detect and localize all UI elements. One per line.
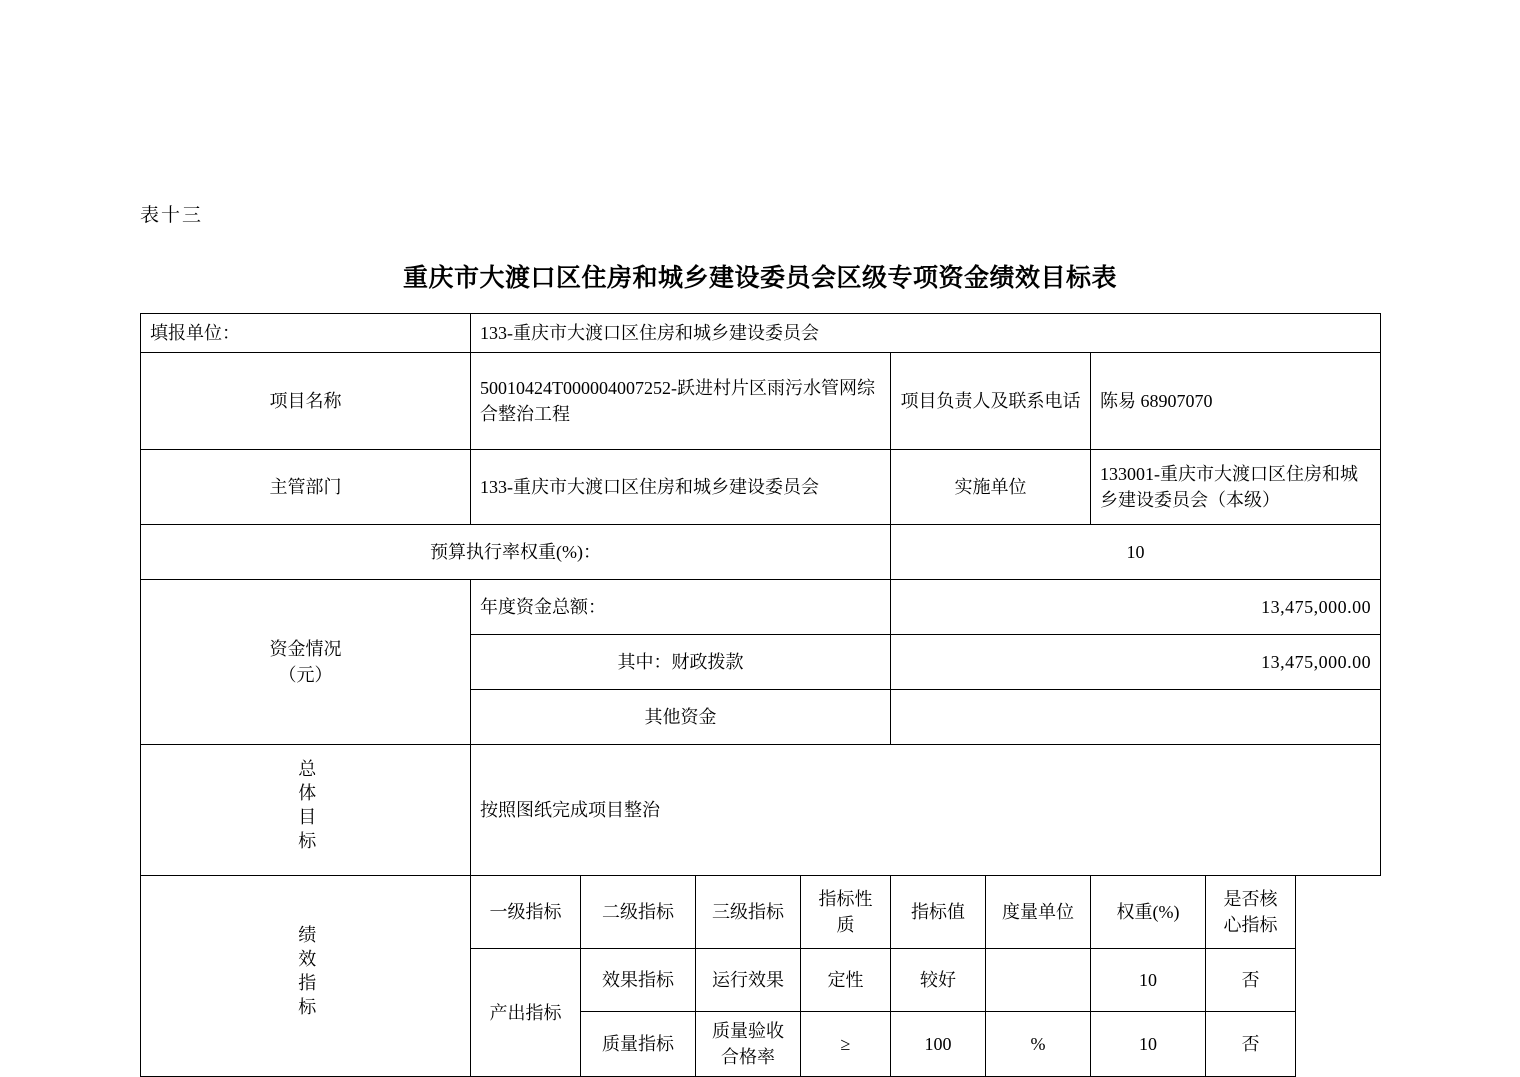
project-leader-label: 项目负责人及联系电话 (891, 353, 1091, 450)
table-row-kpi-header (141, 876, 1381, 949)
kpi-row-unit: % (986, 1012, 1091, 1077)
kpi-row-level3: 运行效果 (696, 949, 801, 1012)
kpi-row-core: 否 (1206, 1012, 1296, 1077)
kpi-header-weight: 权重(%) (1091, 876, 1206, 949)
budget-exec-weight-value: 10 (891, 525, 1381, 580)
table-row-budget-weight (141, 525, 1381, 580)
table-row-overall-goal (141, 745, 1381, 876)
implementing-unit-value: 133001-重庆市大渡口区住房和城乡建设委员会（本级） (1091, 450, 1381, 525)
project-name-label: 项目名称 (141, 353, 471, 450)
kpi-header-unit: 度量单位 (986, 876, 1091, 949)
funds-label-line2: （元） (278, 665, 333, 686)
fiscal-appropriation-label: 其中：财政拨款 (471, 635, 891, 690)
reporting-unit-value: 133-重庆市大渡口区住房和城乡建设委员会 (471, 314, 1381, 353)
kpi-header-nature: 指标性质 (801, 876, 891, 949)
page-title: 重庆市大渡口区住房和城乡建设委员会区级专项资金绩效目标表 (402, 265, 1117, 292)
funds-label (141, 580, 471, 745)
performance-indicator-label (141, 876, 471, 1077)
annual-total-label: 年度资金总额： (471, 580, 891, 635)
table-row-project (141, 353, 1381, 450)
overall-goal-label (141, 745, 471, 876)
kpi-row-level2: 质量指标 (581, 1012, 696, 1077)
kpi-row-weight: 10 (1091, 1012, 1206, 1077)
kpi-row-unit (986, 949, 1091, 1012)
kpi-row-level1: 产出指标 (471, 949, 581, 1077)
reporting-unit-label: 填报单位： (141, 314, 471, 353)
kpi-row-core: 否 (1206, 949, 1296, 1012)
performance-goal-table (140, 313, 1381, 1077)
overall-goal-label-text: 总体目标 (296, 758, 317, 855)
kpi-row-level2: 效果指标 (581, 949, 696, 1012)
kpi-header-level3: 三级指标 (696, 876, 801, 949)
supervising-dept-value: 133-重庆市大渡口区住房和城乡建设委员会 (471, 450, 891, 525)
kpi-row-level3: 质量验收合格率 (696, 1012, 801, 1077)
kpi-header-level2: 二级指标 (581, 876, 696, 949)
implementing-unit-label: 实施单位 (891, 450, 1091, 525)
kpi-row-value: 较好 (891, 949, 986, 1012)
other-funds-label: 其他资金 (471, 690, 891, 745)
kpi-row-value: 100 (891, 1012, 986, 1077)
fiscal-appropriation-value: 13,475,000.00 (891, 635, 1381, 690)
other-funds-value (891, 690, 1381, 745)
annual-total-value: 13,475,000.00 (891, 580, 1381, 635)
kpi-header-level1: 一级指标 (471, 876, 581, 949)
funds-label-line1: 资金情况 (269, 639, 342, 659)
kpi-header-value: 指标值 (891, 876, 986, 949)
kpi-header-core: 是否核心指标 (1206, 876, 1296, 949)
kpi-row-nature: ≥ (801, 1012, 891, 1077)
kpi-row-weight: 10 (1091, 949, 1206, 1012)
overall-goal-value: 按照图纸完成项目整治 (471, 745, 1381, 876)
budget-exec-weight-label: 预算执行率权重(%)： (141, 525, 891, 580)
table-row-annual-total (141, 580, 1381, 635)
project-leader-value: 陈易 68907070 (1091, 353, 1381, 450)
table-row-departments (141, 450, 1381, 525)
performance-indicator-label-text: 绩效指标 (296, 924, 317, 1021)
kpi-row-nature: 定性 (801, 949, 891, 1012)
sheet-label: 表十三 (140, 205, 204, 226)
table-row-reporting-unit (141, 314, 1381, 353)
supervising-dept-label: 主管部门 (141, 450, 471, 525)
project-name-value: 50010424T000004007252-跃进村片区雨污水管网综合整治工程 (471, 353, 891, 450)
